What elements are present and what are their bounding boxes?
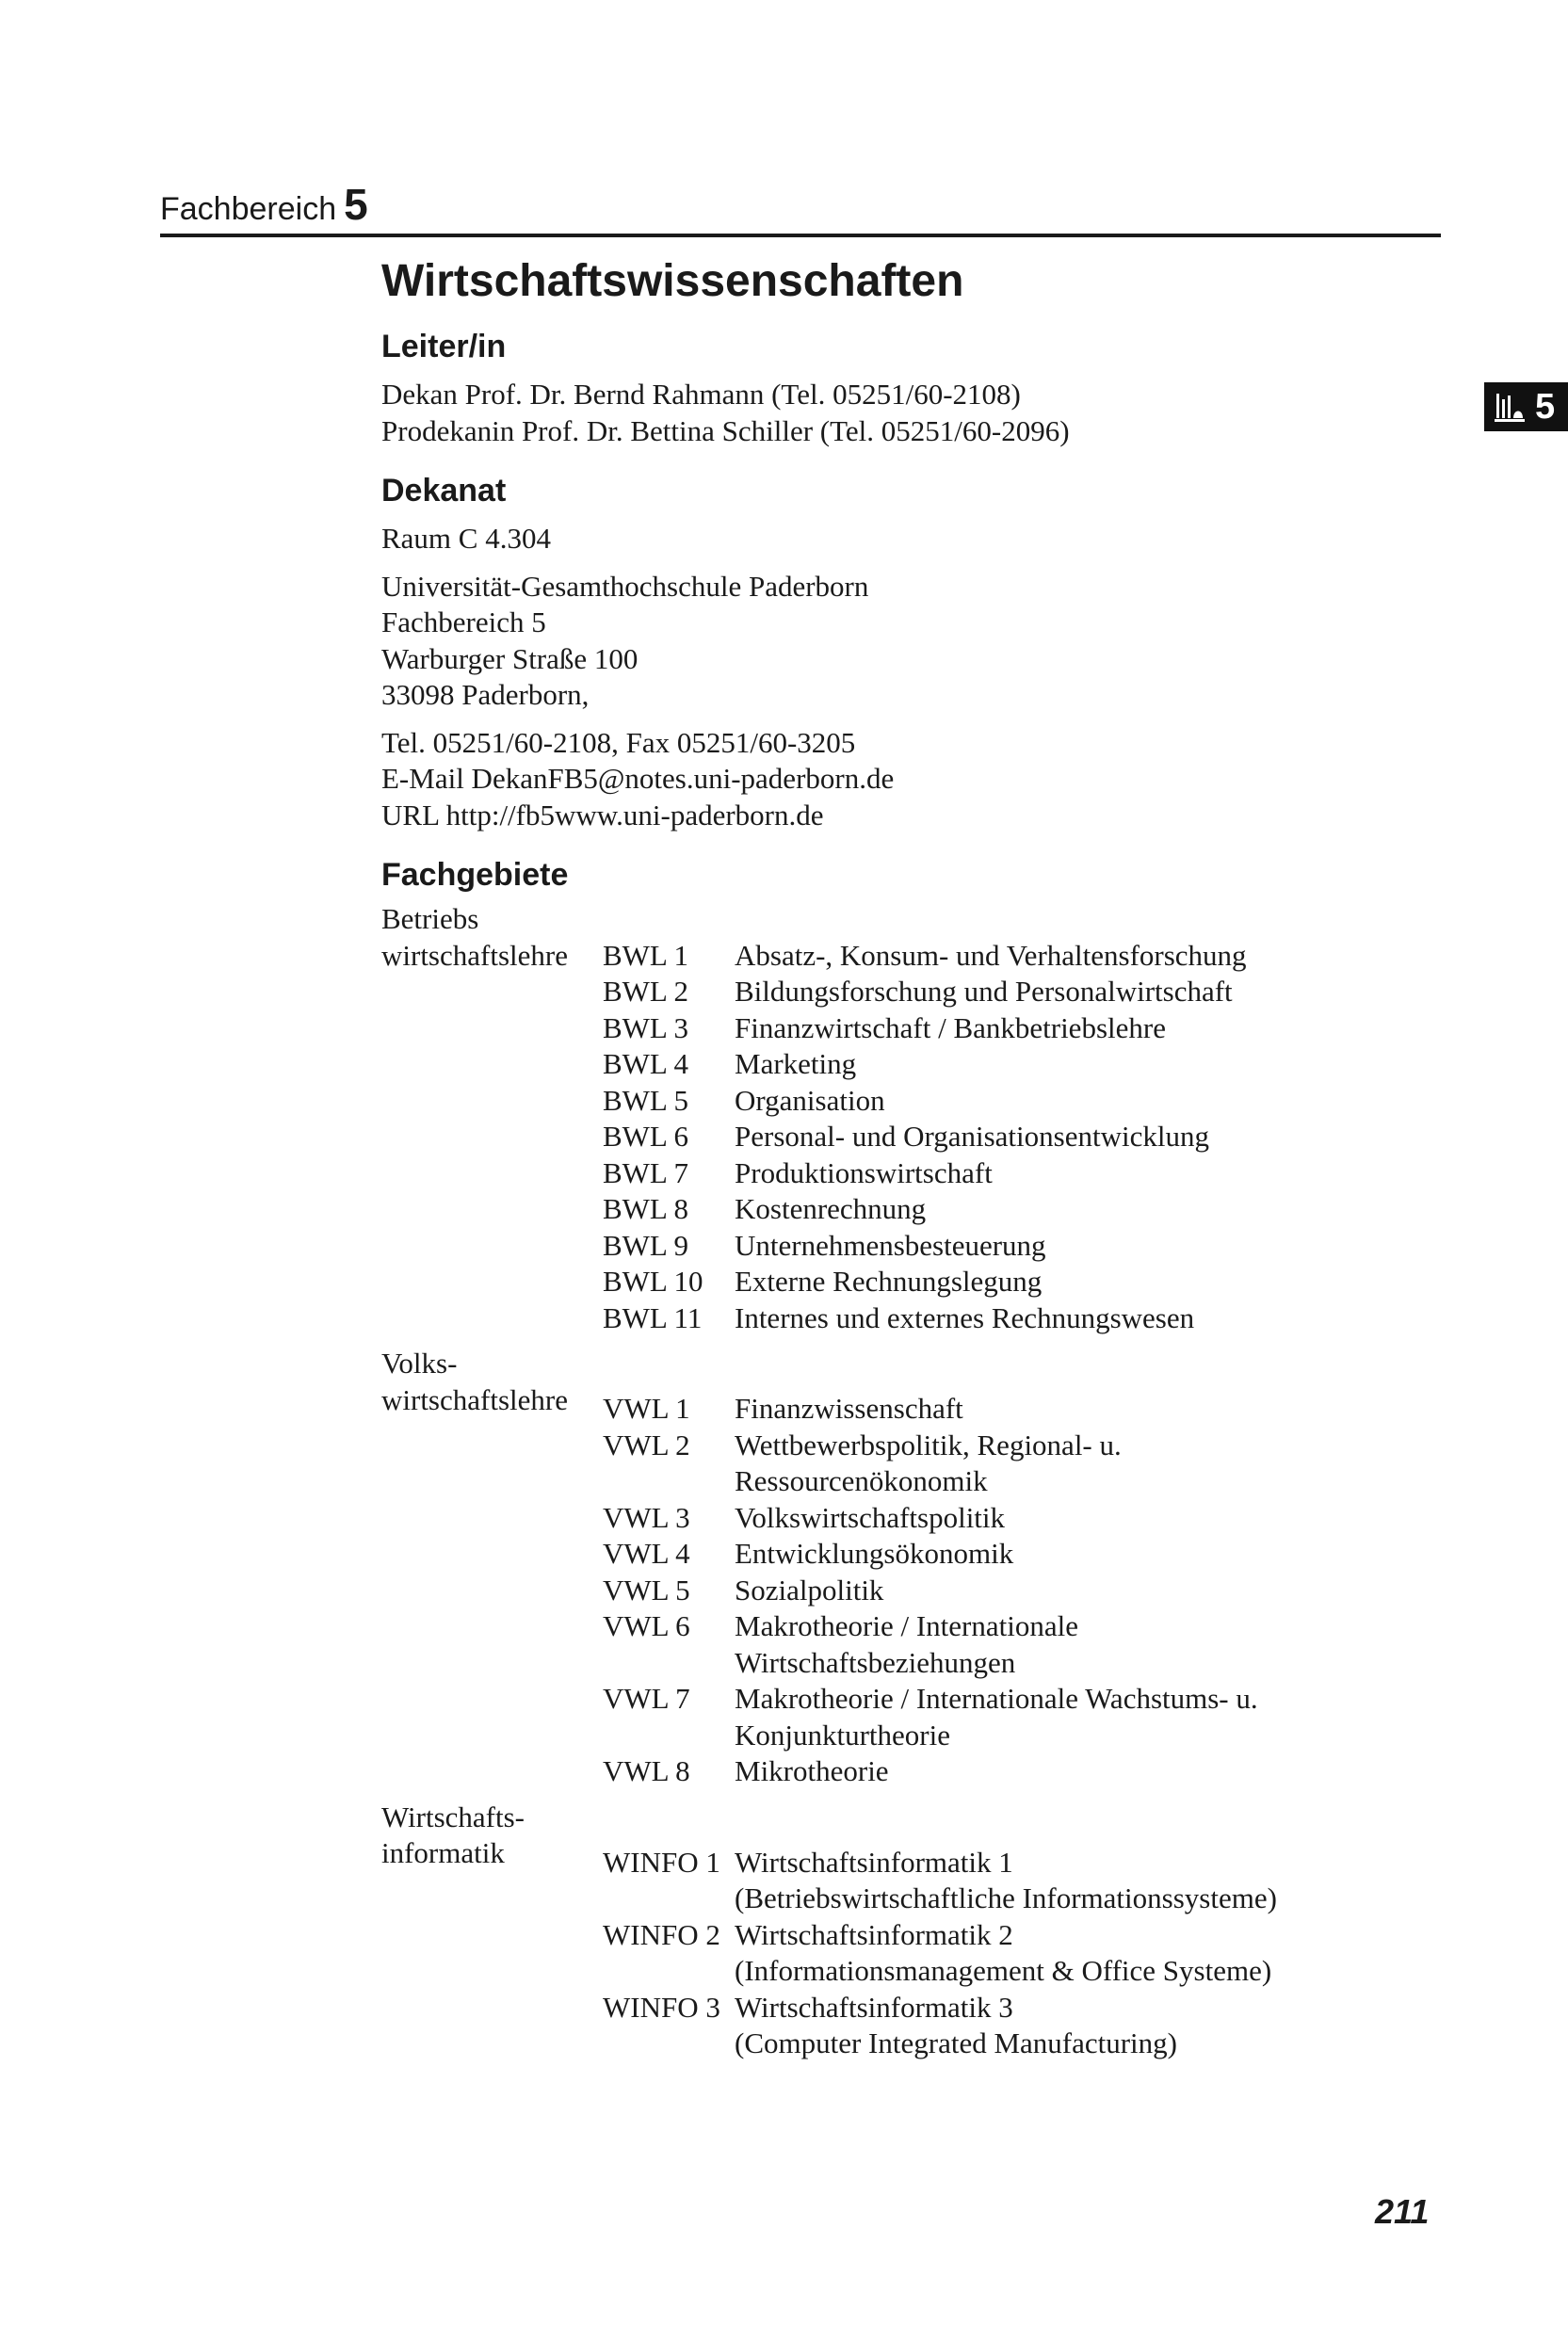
subject-name-line: Wirtschaftsinformatik 2 bbox=[735, 1917, 1013, 1951]
subject-name-line: Finanzwirtschaft / Bankbetriebslehre bbox=[735, 1010, 1166, 1044]
address-block bbox=[381, 569, 1446, 714]
subject-name-line: Kostenrechnung bbox=[735, 1192, 927, 1225]
subject-name-line: Ressourcenökonomik bbox=[735, 1464, 988, 1497]
fachgebiete-heading: Fachgebiete bbox=[381, 857, 569, 893]
subject-name bbox=[735, 1083, 1247, 1120]
page-title: Wirtschaftswissenschaften bbox=[381, 256, 964, 306]
subject-name bbox=[735, 1536, 1258, 1573]
vice-dean-line: Prodekanin Prof. Dr. Bettina Schiller (Tel. 05251/60-2096) bbox=[381, 413, 1070, 447]
subject-name bbox=[735, 1573, 1258, 1609]
dekanat-heading: Dekanat bbox=[381, 473, 507, 509]
subject-name-line: Unternehmensbesteuerung bbox=[735, 1228, 1046, 1262]
table-row bbox=[381, 1990, 1277, 2062]
table-row bbox=[381, 1155, 1247, 1192]
table-row bbox=[381, 1228, 1247, 1265]
section-tab-number: 5 bbox=[1535, 386, 1556, 427]
table-row bbox=[381, 1264, 1247, 1300]
subject-code: VWL 2 bbox=[603, 1428, 690, 1461]
bwl-label-line: wirtschaftslehre bbox=[381, 938, 568, 972]
subject-code: BWL 1 bbox=[603, 938, 688, 972]
subject-code: VWL 4 bbox=[603, 1537, 690, 1570]
subject-name bbox=[735, 1990, 1277, 2062]
subject-code: BWL 2 bbox=[603, 975, 688, 1008]
subject-code: BWL 8 bbox=[603, 1192, 688, 1225]
table-row bbox=[381, 974, 1247, 1010]
subject-code: BWL 4 bbox=[603, 1047, 688, 1080]
subject-name-line: Makrotheorie / Internationale bbox=[735, 1609, 1078, 1642]
winfo-label bbox=[381, 1800, 525, 1872]
table-row bbox=[381, 1917, 1277, 1990]
subject-code: BWL 9 bbox=[603, 1228, 688, 1262]
running-header bbox=[160, 179, 1441, 230]
subject-name bbox=[735, 1845, 1277, 1917]
table-row bbox=[381, 1428, 1258, 1500]
room-line: Raum C 4.304 bbox=[381, 522, 551, 555]
contact-block bbox=[381, 725, 1446, 834]
subject-name bbox=[735, 1191, 1247, 1228]
bwl-label bbox=[381, 901, 568, 974]
table-row bbox=[381, 1046, 1247, 1083]
subject-name-line: (Informationsmanagement & Office Systeme) bbox=[735, 1954, 1272, 1987]
address-line: 33098 Paderborn, bbox=[381, 678, 590, 711]
subject-name bbox=[735, 1753, 1258, 1790]
subject-code: VWL 7 bbox=[603, 1682, 690, 1715]
page-number: 211 bbox=[1375, 2192, 1430, 2231]
fachgebiete-section bbox=[381, 854, 1446, 2062]
table-row bbox=[381, 1500, 1258, 1537]
leiter-section bbox=[381, 326, 1446, 449]
vwl-label bbox=[381, 1346, 568, 1418]
vwl-table bbox=[381, 1391, 1258, 1790]
subject-code: VWL 8 bbox=[603, 1754, 690, 1787]
subject-name-line: Volkswirtschaftspolitik bbox=[735, 1500, 1006, 1534]
address-line: Fachbereich 5 bbox=[381, 605, 546, 638]
table-row bbox=[381, 1536, 1258, 1573]
subject-name bbox=[735, 1228, 1247, 1265]
subject-name-line: Wirtschaftsinformatik 1 bbox=[735, 1845, 1013, 1879]
subject-name-line: Mikrotheorie bbox=[735, 1754, 889, 1787]
subject-name bbox=[735, 1428, 1258, 1500]
subject-name-line: Produktionswirtschaft bbox=[735, 1155, 993, 1189]
subject-name-line: Makrotheorie / Internationale Wachstums- u. bbox=[735, 1682, 1258, 1715]
subject-name-line: Wettbewerbspolitik, Regional- u. bbox=[735, 1428, 1122, 1461]
subject-name-line: Wirtschaftsinformatik 3 bbox=[735, 1990, 1013, 2024]
subject-name-line: (Betriebswirtschaftliche Informationssysteme) bbox=[735, 1881, 1277, 1914]
table-row bbox=[381, 1010, 1247, 1047]
address-line: Universität-Gesamthochschule Paderborn bbox=[381, 569, 869, 603]
table-row bbox=[381, 1573, 1258, 1609]
subject-name-line: Externe Rechnungslegung bbox=[735, 1265, 1043, 1298]
subject-code: VWL 6 bbox=[603, 1609, 690, 1642]
bwl-label-line: Betriebs bbox=[381, 902, 479, 935]
dean-line: Dekan Prof. Dr. Bernd Rahmann (Tel. 05251/60-2108) bbox=[381, 378, 1021, 411]
winfo-group bbox=[381, 1800, 1446, 2062]
subject-name-line: Bildungsforschung und Personalwirtschaft bbox=[735, 975, 1233, 1008]
subject-name bbox=[735, 1155, 1247, 1192]
subject-name-line: Wirtschaftsbeziehungen bbox=[735, 1645, 1016, 1679]
subject-name-line: Sozialpolitik bbox=[735, 1573, 884, 1607]
subject-name bbox=[735, 1119, 1247, 1155]
subject-code: WINFO 2 bbox=[603, 1917, 720, 1951]
table-row bbox=[381, 1119, 1247, 1155]
subject-name bbox=[735, 1010, 1247, 1047]
subject-name-line: Absatz-, Konsum- und Verhaltensforschung bbox=[735, 938, 1247, 972]
section-tab bbox=[1484, 382, 1568, 431]
university-logo-icon bbox=[1494, 390, 1526, 424]
url-line: URL http://fb5www.uni-paderborn.de bbox=[381, 798, 824, 832]
subject-name-line: Organisation bbox=[735, 1083, 885, 1117]
subject-name-line: Marketing bbox=[735, 1047, 857, 1080]
address-line: Warburger Straße 100 bbox=[381, 641, 639, 675]
winfo-label-line: Wirtschafts- bbox=[381, 1800, 525, 1833]
header-rule bbox=[160, 234, 1441, 237]
page-content bbox=[381, 254, 1446, 2062]
subject-code: BWL 11 bbox=[603, 1300, 703, 1334]
header-number: 5 bbox=[344, 180, 368, 229]
bwl-group bbox=[381, 901, 1446, 1336]
phone-fax-line: Tel. 05251/60-2108, Fax 05251/60-3205 bbox=[381, 725, 856, 759]
subject-code: BWL 6 bbox=[603, 1120, 688, 1153]
subject-name-line: Entwicklungsökonomik bbox=[735, 1537, 1014, 1570]
subject-name bbox=[735, 938, 1247, 975]
vwl-group bbox=[381, 1346, 1446, 1790]
subject-name bbox=[735, 1264, 1247, 1300]
subject-code: BWL 10 bbox=[603, 1265, 703, 1298]
subject-name-line: (Computer Integrated Manufacturing) bbox=[735, 2026, 1177, 2059]
header-title: Fachbereich bbox=[160, 191, 337, 227]
subject-name bbox=[735, 1500, 1258, 1537]
email-line: E-Mail DekanFB5@notes.uni-paderborn.de bbox=[381, 762, 895, 795]
vwl-label-line: Volks- bbox=[381, 1347, 458, 1380]
subject-code: VWL 1 bbox=[603, 1392, 690, 1425]
table-row bbox=[381, 1753, 1258, 1790]
subject-name bbox=[735, 1681, 1258, 1753]
winfo-table bbox=[381, 1845, 1277, 2062]
subject-code: BWL 3 bbox=[603, 1010, 688, 1044]
dekanat-section bbox=[381, 470, 1446, 833]
subject-name-line: Konjunkturtheorie bbox=[735, 1718, 951, 1752]
subject-code: VWL 3 bbox=[603, 1500, 690, 1534]
table-row bbox=[381, 1083, 1247, 1120]
winfo-label-line: informatik bbox=[381, 1836, 505, 1869]
subject-code: BWL 5 bbox=[603, 1083, 688, 1117]
vwl-label-line: wirtschaftslehre bbox=[381, 1382, 568, 1416]
table-row bbox=[381, 1191, 1247, 1228]
subject-name bbox=[735, 1391, 1258, 1428]
subject-code: VWL 5 bbox=[603, 1573, 690, 1607]
table-row bbox=[381, 1608, 1258, 1681]
leiter-heading: Leiter/in bbox=[381, 329, 507, 364]
subject-code: BWL 7 bbox=[603, 1155, 688, 1189]
table-row bbox=[381, 1681, 1258, 1753]
table-row bbox=[381, 1300, 1247, 1337]
subject-name bbox=[735, 1608, 1258, 1681]
subject-name-line: Personal- und Organisationsentwicklung bbox=[735, 1120, 1209, 1153]
subject-name bbox=[735, 1300, 1247, 1337]
subject-code: WINFO 3 bbox=[603, 1990, 720, 2024]
subject-name bbox=[735, 1917, 1277, 1990]
subject-name bbox=[735, 974, 1247, 1010]
subject-code: WINFO 1 bbox=[603, 1845, 720, 1879]
subject-name-line: Internes und externes Rechnungswesen bbox=[735, 1300, 1195, 1334]
bwl-table bbox=[381, 938, 1247, 1337]
subject-name bbox=[735, 1046, 1247, 1083]
subject-name-line: Finanzwissenschaft bbox=[735, 1392, 963, 1425]
